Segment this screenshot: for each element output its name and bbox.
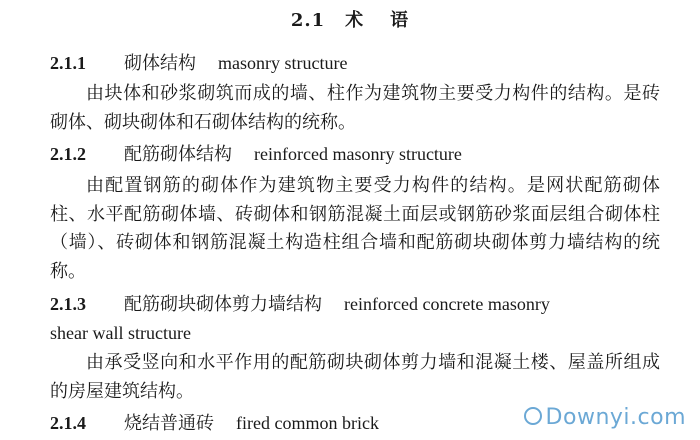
- section-number: 2.1: [290, 10, 326, 31]
- term-heading: [50, 52, 347, 75]
- term-heading: [50, 143, 462, 166]
- watermark-logo-icon: [524, 407, 542, 425]
- term-chinese: 烧结普通砖: [124, 413, 214, 434]
- term-english: fired common brick: [236, 413, 379, 433]
- watermark-text: Downyi.com: [545, 405, 686, 430]
- term-heading: [50, 412, 379, 435]
- term-english-cont: shear wall structure: [50, 323, 191, 343]
- section-title-char-2: 语: [390, 10, 410, 31]
- term-number: 2.1.2: [50, 144, 86, 164]
- watermark: [524, 405, 686, 430]
- term-chinese: 砌体结构: [124, 53, 196, 74]
- term-chinese: 配筋砌体结构: [124, 144, 232, 165]
- term-english: masonry structure: [218, 53, 348, 73]
- term-english: reinforced concrete masonry: [344, 294, 550, 314]
- term-number: 2.1.3: [50, 294, 86, 314]
- section-title-char-1: 术: [345, 10, 365, 31]
- term-definition: 由承受竖向和水平作用的配筋砌块砌体剪力墙和混凝土楼、屋盖所组成的房屋建筑结构。: [50, 352, 660, 402]
- term-definition: 由配置钢筋的砌体作为建筑物主要受力构件的结构。是网状配筋砌体柱、水平配筋砌体墙、砖砌体和钢筋混凝土面层或钢筋砂浆面层组合砌体柱（墙）、砖砌体和钢筋混凝土构造柱组合墙和配筋砌块砌体剪力墙结构的统称。: [50, 175, 660, 282]
- term-definition: 由块体和砂浆砌筑而成的墙、柱作为建筑物主要受力构件的结构。是砖砌体、砌块砌体和石砌体结构的统称。: [50, 83, 660, 133]
- term-english-continuation: [50, 322, 191, 345]
- term-english: reinforced masonry structure: [254, 144, 462, 164]
- term-number: 2.1.4: [50, 413, 86, 433]
- term-heading: [50, 293, 550, 316]
- section-title: [0, 6, 700, 32]
- term-chinese: 配筋砌块砌体剪力墙结构: [124, 294, 322, 315]
- term-number: 2.1.1: [50, 53, 86, 73]
